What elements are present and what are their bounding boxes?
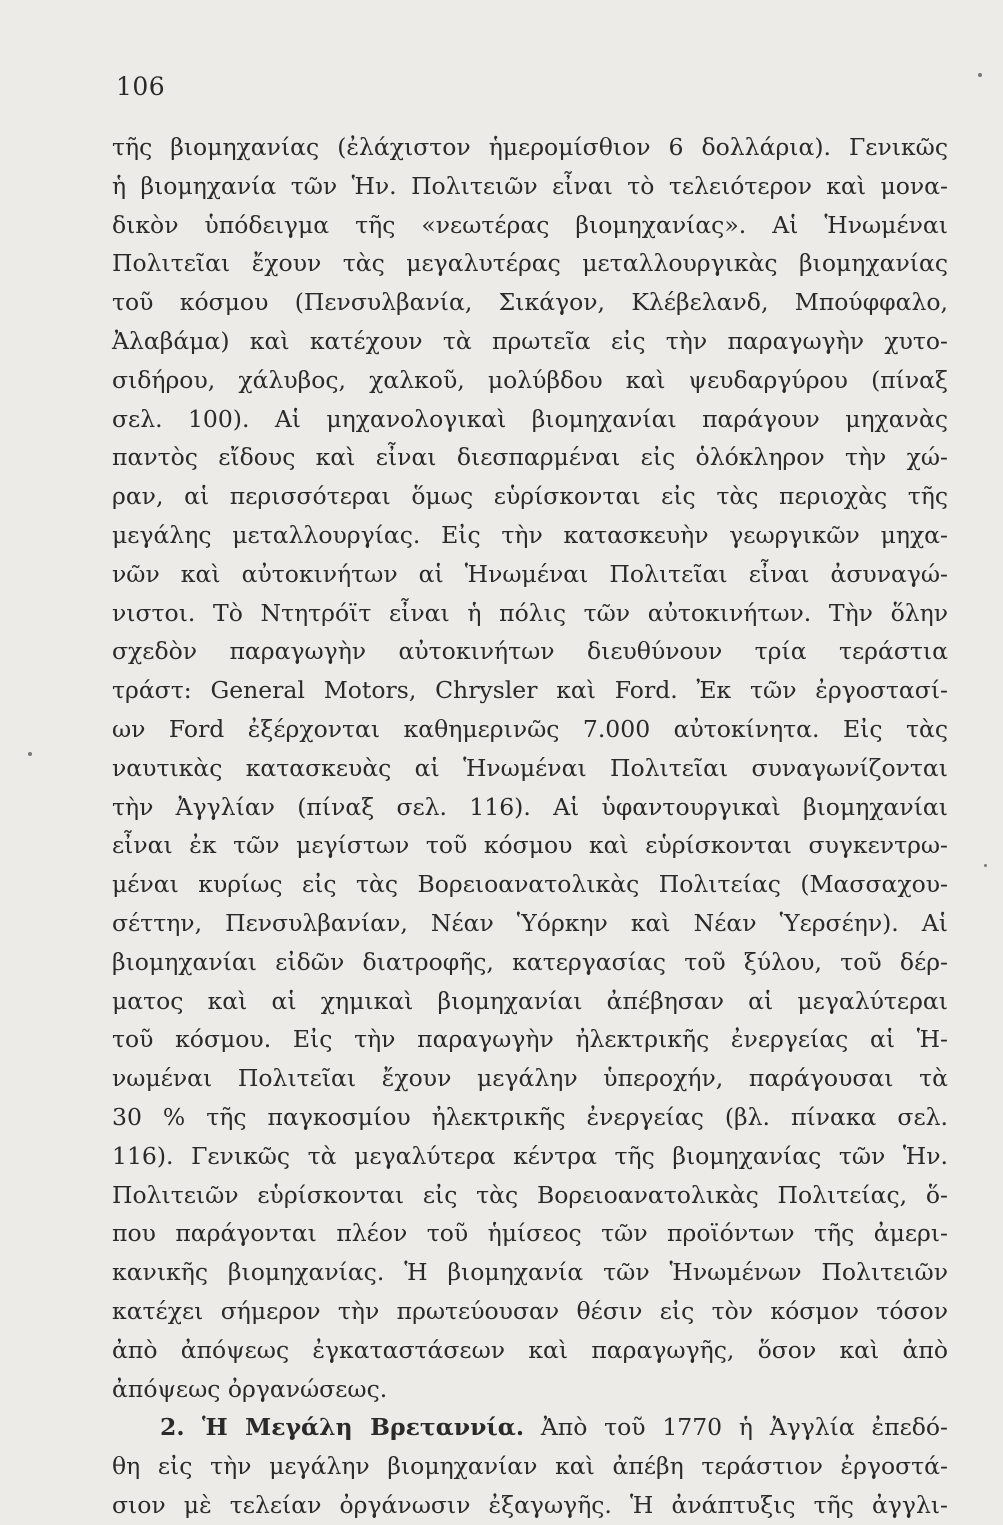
text-line: ματος καὶ αἱ χημικαὶ βιομηχανίαι ἀπέβησαν αἱ μεγαλύτεραι [112, 986, 948, 1015]
section-first-line-text: Ἀπὸ τοῦ 1770 ἡ Ἀγγλία ἐπεδό- [540, 1413, 948, 1442]
text-line: θη εἰς τὴν μεγάλην βιομηχανίαν καὶ ἀπέβη τεράστιον ἐργοστά- [112, 1452, 948, 1481]
text-line: εἶναι ἐκ τῶν μεγίστων τοῦ κόσμου καὶ εὑρίσκονται συγκεντρω- [112, 831, 948, 860]
text-line: νιστοι. Τὸ Ντητρόϊτ εἶναι ἡ πόλις τῶν αὐτοκινήτων. Τὴν ὅλην [112, 598, 948, 627]
body-text [112, 128, 948, 1525]
text-line: τὴν Ἀγγλίαν (πίναξ σελ. 116). Αἱ ὑφαντουργικαὶ βιομηχανίαι [112, 792, 948, 821]
text-line: νῶν καὶ αὐτοκινήτων αἱ Ἡνωμέναι Πολιτεῖαι εἶναι ἀσυναγώ- [112, 559, 948, 588]
text-line: σχεδὸν παραγωγὴν αὐτοκινήτων διευθύνουν τρία τεράστια [112, 637, 948, 666]
text-line: κανικῆς βιομηχανίας. Ἡ βιομηχανία τῶν Ἡνωμένων Πολιτειῶν [112, 1258, 948, 1287]
text-line: 30 % τῆς παγκοσμίου ἠλεκτρικῆς ἐνεργείας (βλ. πίνακα σελ. [112, 1102, 948, 1131]
text-line: ραν, αἱ περισσότεραι ὅμως εὑρίσκονται εἰς τὰς περιοχὰς τῆς [112, 482, 948, 511]
text-line: τοῦ κόσμου. Εἰς τὴν παραγωγὴν ἠλεκτρικῆς ἐνεργείας αἱ Ἡ- [112, 1025, 948, 1054]
text-line: ων Ford ἐξέρχονται καθημερινῶς 7.000 αὐτοκίνητα. Εἰς τὰς [112, 714, 948, 743]
text-line: νωμέναι Πολιτεῖαι ἔχουν μεγάλην ὑπεροχήν, παράγουσαι τὰ [112, 1064, 948, 1093]
text-line: ἀπὸ ἀπόψεως ἐγκαταστάσεων καὶ παραγωγῆς, ὅσον καὶ ἀπὸ [112, 1335, 948, 1364]
text-line: ναυτικὰς κατασκευὰς αἱ Ἡνωμέναι Πολιτεῖαι συναγωνίζονται [112, 753, 948, 782]
text-line: ἀπόψεως ὀργανώσεως. [112, 1374, 388, 1403]
text-line: Πολιτεῖαι ἔχουν τὰς μεγαλυτέρας μεταλλουργικὰς βιομηχανίας [112, 249, 948, 278]
text-line: σιδήρου, χάλυβος, χαλκοῦ, μολύβδου καὶ ψευδαργύρου (πίναξ [112, 365, 948, 394]
text-line: κατέχει σήμερον τὴν πρωτεύουσαν θέσιν εἰς τὸν κόσμον τόσον [112, 1296, 948, 1325]
paragraph-industry-usa [112, 128, 948, 1408]
text-line: τῆς βιομηχανίας (ἐλάχιστον ἡμερομίσθιον 6 δολλάρια). Γενικῶς [112, 133, 948, 161]
text-line: σελ. 100). Αἱ μηχανολογικαὶ βιομηχανίαι παράγουν μηχανὰς [112, 404, 948, 433]
text-line: μέναι κυρίως εἰς τὰς Βορειοανατολικὰς Πολιτείας (Μασσαχου- [112, 870, 948, 899]
text-line: τοῦ κόσμου (Πενσυλβανία, Σικάγον, Κλέβελανδ, Μπούφφαλο, [112, 288, 948, 317]
section-first-line [112, 1408, 948, 1447]
text-line: σιον μὲ τελείαν ὀργάνωσιν ἐξαγωγῆς. Ἡ ἀνάπτυξις τῆς ἀγγλι- [112, 1490, 948, 1519]
text-line: ἡ βιομηχανία τῶν Ἡν. Πολιτειῶν εἶναι τὸ τελειότερον καὶ μονα- [112, 171, 948, 200]
text-line: δικὸν ὑπόδειγμα τῆς «νεωτέρας βιομηχανίας». Αἱ Ἡνωμέναι [112, 210, 948, 239]
text-line: μεγάλης μεταλλουργίας. Εἰς τὴν κατασκευὴν γεωργικῶν μηχα- [112, 520, 948, 549]
text-line: βιομηχανίαι εἰδῶν διατροφῆς, κατεργασίας τοῦ ξύλου, τοῦ δέρ- [112, 947, 948, 976]
page-number: 106 [116, 72, 166, 101]
paragraph-great-britain [112, 1408, 948, 1524]
print-speck [978, 73, 982, 77]
text-line: Ἀλαβάμα) καὶ κατέχουν τὰ πρωτεῖα εἰς τὴν παραγωγὴν χυτο- [112, 326, 948, 355]
text-line: 116). Γενικῶς τὰ μεγαλύτερα κέντρα τῆς βιομηχανίας τῶν Ἡν. [112, 1141, 948, 1170]
section-heading: 2. Ἡ Μεγάλη Βρεταννία. [160, 1413, 525, 1442]
text-line: παντὸς εἴδους καὶ εἶναι διεσπαρμέναι εἰς ὁλόκληρον τὴν χώ- [112, 443, 948, 472]
text-line: σέττην, Πενσυλβανίαν, Νέαν Ὑόρκην καὶ Νέαν Ὑερσέην). Αἱ [112, 908, 948, 937]
text-line: τράστ: General Motors, Chrysler καὶ Ford. Ἐκ τῶν ἐργοστασί- [112, 676, 948, 705]
text-line: που παράγονται πλέον τοῦ ἡμίσεος τῶν προϊόντων τῆς ἀμερι- [112, 1219, 948, 1248]
text-line: Πολιτειῶν εὑρίσκονται εἰς τὰς Βορειοανατολικὰς Πολιτείας, ὅ- [112, 1180, 948, 1209]
print-speck [984, 864, 987, 867]
print-speck [28, 752, 32, 756]
